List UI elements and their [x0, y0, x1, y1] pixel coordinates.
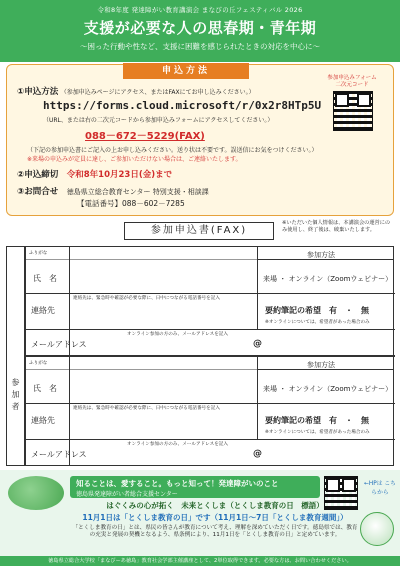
slogan-banner: [70, 476, 320, 498]
method-label: ①申込方法: [17, 87, 59, 97]
furigana-input-1[interactable]: [73, 249, 253, 258]
application-box: [6, 64, 394, 216]
contact-label: 連絡先: [31, 416, 55, 425]
education-day-description: 「とくしま教育の日」とは、県民の皆さんが教育について考え、理解を深めていただく日です。徳島県では、教育の充実と発展の契機となるよう、県条例により、11月1日を「とくしま教育の日」と定めています。: [72, 525, 358, 538]
privacy-note: ※いただいた個人情報は、本講演会の運営にのみ使用し、終了後は、破棄いたします。: [282, 220, 391, 233]
email-note: オンライン参加の方のみ、メールアドレスを記入: [127, 332, 228, 337]
contact-label: ③お問合せ: [17, 187, 59, 197]
url-note: （URL、または右の二次元コードから参加申込みフォームにアクセスしてください。）: [43, 117, 274, 124]
furigana-label: ふりがな: [29, 361, 48, 366]
at-symbol: @: [253, 339, 262, 349]
attendance-options-2[interactable]: 来場 ・ オンライン（Zoomウェビナー）: [263, 385, 393, 393]
online-note: ※オンラインについては、希望者があった場合のみ: [265, 320, 370, 325]
contact-label: 連絡先: [31, 306, 55, 315]
page-subtitle: 〜困った行動や性など、支援に困難を感じられたときの対応を中心に〜: [80, 42, 320, 51]
name-input-2[interactable]: [73, 371, 253, 401]
homepage-label: ←HPは こちらから: [364, 481, 396, 496]
center-logo-icon: [8, 476, 64, 510]
name-label: 氏 名: [33, 384, 57, 393]
row-line: [25, 259, 257, 260]
participant-separator: [25, 355, 395, 357]
contact-input-2[interactable]: [73, 413, 253, 437]
support-center-name: 徳島県発達障がい者総合支援センター: [76, 491, 178, 498]
method-note: （参加申込みページにアクセス、またはFAXにてお申し込みください。）: [60, 89, 255, 96]
credit-note: 徳島県立総合大学校「まなびーあ徳島」教育社会学部主催講座として、2単位取得できます。必要な方は、お問い合わせください。: [0, 556, 400, 566]
event-name: 令和8年度 発達障がい教育講演会 まなびの丘フェスティバル 2026: [97, 6, 303, 14]
education-slogan: はぐくみの心が拓く 未来とくしま（とくしま教育の日 標語）: [106, 501, 324, 510]
summary-yes-option-2[interactable]: 有: [329, 416, 337, 425]
deadline-value: 令和8年10月23日(金)まで: [66, 170, 173, 180]
contact-row: [17, 185, 209, 197]
page-title: 支援が必要な人の思春期・青年期: [83, 19, 317, 37]
email-input-2[interactable]: [107, 447, 393, 463]
fax-note: （下記の参加申込書にご記入の上お申し込みください。送り状は不要です。誤送信にお気をつけください。）: [27, 147, 318, 154]
footer: [0, 470, 400, 566]
form-qr-code-icon[interactable]: [333, 91, 373, 131]
email-note: オンライン参加の方のみ、メールアドレスを記入: [127, 442, 228, 447]
row-line: [25, 369, 257, 370]
method-header: 参加方法: [307, 251, 335, 259]
method-header: 参加方法: [307, 361, 335, 369]
furigana-input-2[interactable]: [73, 359, 253, 368]
summary-yes-option-1[interactable]: 有: [329, 306, 337, 315]
contact-note: 連絡先は、緊急時や確認が必要な際に、日中につながる電話番号を記入: [73, 406, 220, 411]
deadline-label: ②申込締切: [17, 170, 59, 180]
email-input-1[interactable]: [107, 337, 393, 353]
at-symbol: @: [253, 449, 262, 459]
form-title: 参加申込書(FAX): [124, 222, 274, 240]
contact-input-1[interactable]: [73, 303, 253, 327]
capacity-note: ※来場の申込みが定員に達し、ご参加いただけない場合は、ご連絡いたします。: [27, 156, 242, 163]
application-form: [6, 246, 394, 466]
summary-separator: ・: [345, 416, 353, 425]
education-day-title: 11月1日は「とくしま教育の日」です（11月1日〜7日「とくしま教育週間」）: [82, 513, 348, 522]
header: [0, 0, 400, 62]
furigana-label: ふりがな: [29, 251, 48, 256]
summary-no-option-1[interactable]: 無: [361, 306, 369, 315]
slogan: 知ることは、愛すること。もっと知って！発達障がいのこと: [76, 479, 279, 488]
mascot-icon: [360, 512, 394, 546]
form-url-link[interactable]: https://forms.cloud.microsoft/r/0x2r8HTp5U: [43, 99, 322, 112]
row-line: [25, 439, 395, 440]
name-label: 氏 名: [33, 274, 57, 283]
row-line: [25, 403, 395, 404]
summary-writing-label: 要約筆記の希望: [265, 306, 321, 315]
row-line: [25, 293, 395, 294]
qr-label: 参加申込みフォーム 二次元コード: [327, 75, 377, 88]
name-input-1[interactable]: [73, 261, 253, 291]
deadline-row: [17, 168, 172, 180]
summary-no-option-2[interactable]: 無: [361, 416, 369, 425]
application-banner: 申込方法: [123, 63, 249, 79]
email-label: メールアドレス: [31, 340, 87, 349]
method-row: [17, 85, 255, 97]
attendance-options-1[interactable]: 来場 ・ オンライン（Zoomウェビナー）: [263, 275, 393, 283]
education-day-info: [70, 500, 360, 539]
email-label: メールアドレス: [31, 450, 87, 459]
contact-org: 徳島県立総合教育センター 特別支援・相談課: [66, 188, 209, 196]
fax-number: 088－672－5229(FAX): [85, 131, 205, 142]
online-note: ※オンラインについては、希望者があった場合のみ: [265, 430, 370, 435]
contact-note: 連絡先は、緊急時や確認が必要な際に、日中につながる電話番号を記入: [73, 296, 220, 301]
summary-writing-label: 要約筆記の希望: [265, 416, 321, 425]
participant-side-label: 参加者: [7, 247, 25, 465]
contact-phone: 【電話番号】088－602－7285: [77, 199, 185, 208]
summary-separator: ・: [345, 306, 353, 315]
row-line: [25, 329, 395, 330]
